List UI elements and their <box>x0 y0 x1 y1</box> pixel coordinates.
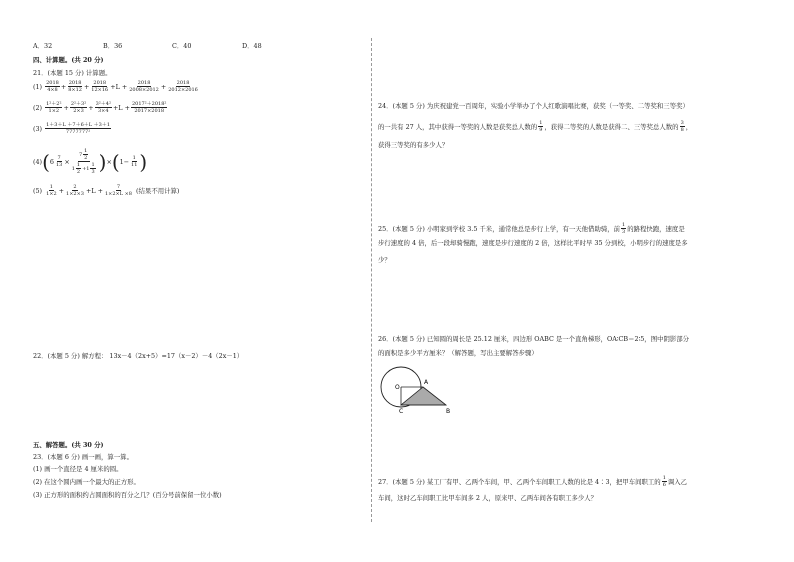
fraction: $\frac{7}{1\times 2\times L \times 8}$ <box>104 184 132 197</box>
ellipsis: +L + <box>110 82 128 91</box>
label-b: B <box>446 408 451 415</box>
q24-line-3: 获得三等奖的有多少人？ <box>378 141 449 149</box>
times-sign: × <box>106 157 112 166</box>
fraction: $\frac{\text{1²＋2²}}{1\times 2}$ <box>46 101 62 114</box>
section-5-title: 五、解答题。(共 30 分) <box>33 441 104 449</box>
ellipsis: +L + <box>112 103 130 112</box>
fraction: $\frac{2018}{12\times 16}$ <box>91 80 109 93</box>
q21-part5: (5) $\frac{1}{1\times 2}$ + $\frac{2}{1\times 2\times 3}$ +L + $\frac{7}{1\times 2\times L \times 8}$ (结果不用计算) <box>33 184 180 197</box>
fraction: $\frac{1}{9}$ <box>539 120 543 133</box>
q23-stem: 23．(本题 6 分) 画一画，算一算。 <box>33 453 133 461</box>
q23-step-2: (2) 在这个圆内画一个最大的正方形。 <box>33 478 140 486</box>
note: (结果不用计算) <box>136 186 180 195</box>
left-paren: ( <box>42 149 50 174</box>
label-c: C <box>399 408 404 415</box>
q26-line-2: 的面积是多少平方厘米？（解答题，写出主要解答步骤） <box>378 349 538 357</box>
text-run: ， <box>685 122 693 131</box>
text-run: 27．(本题 5 分) 某工厂有甲、乙两个车间，甲、乙两个车间职工人数的比是 4∶3，把甲车间职工的 <box>378 477 661 486</box>
q21-part2: (2) $\frac{\text{1²＋2²}}{1\times 2}$ + $\frac{\text{2²＋3²}}{2\times 3}$ + $\frac{\text{3²＋4²}}{3\times 4}$ +L + $\frac{\text{2017²＋2018²}}{2017\times 2018}$ <box>33 101 167 114</box>
fraction: $\frac{1+3+L +7+6+L +3+1}{\text{7777777²}}$ <box>46 122 111 135</box>
q23-step-1: (1) 画一个直径是 4 厘米的圆。 <box>33 465 123 473</box>
fraction: $\frac{1}{3}$ <box>622 222 626 235</box>
fraction: $\frac{3}{8}$ <box>680 120 684 133</box>
fraction: $\frac{\text{3²＋4²}}{3\times 4}$ <box>95 101 111 114</box>
q21-part3 <box>33 122 112 135</box>
text-run: 的路程快跑，速度是 <box>627 224 685 233</box>
part-number: (3) <box>33 124 43 133</box>
fraction: $\frac{2}{1\times 2\times 3}$ <box>66 184 84 197</box>
times-sign: × <box>64 157 70 166</box>
right-paren: ) <box>98 149 107 174</box>
q26-line-1: 26．(本题 5 分) 已知圆的周长是 25.12 厘米，四边形 OABC 是一个直角梯形，OA∶CB＝2∶5，图中阴影部分 <box>378 335 690 343</box>
section-4-title: 四、计算题。(共 20 分) <box>33 56 104 64</box>
left-paren: ( <box>111 149 120 174</box>
text-run: ，获得二等奖的人数是获得二、三等奖总人数的 <box>544 122 679 131</box>
fraction: $\frac{1}{1\times 2}$ <box>46 184 57 197</box>
fraction: $\frac{\text{2017²＋2018²}}{2017\times 2018}$ <box>131 101 167 114</box>
column-divider <box>371 38 372 522</box>
fraction: $\frac{2018}{8\times 12}$ <box>68 80 82 93</box>
shaded-region <box>401 387 446 405</box>
fraction: $\frac{7}{13}$ <box>55 155 63 168</box>
fraction: $\frac{1}{11}$ <box>131 155 138 168</box>
part-number: (2) <box>33 103 43 112</box>
fraction: $\frac{2018}{4\times 8}$ <box>46 80 59 93</box>
ellipsis: +L + <box>85 186 103 195</box>
fraction: $\frac{2018}{2008\times 2012}$ <box>129 80 159 93</box>
q22-text: 22．(本题 5 分) 解方程： 13x－4（2x+5）=17（x－2）－4（2x－1） <box>33 352 244 360</box>
fraction: $\frac{1}{6}$ <box>662 475 666 488</box>
q24-line-2 <box>378 120 692 133</box>
q21-stem: 21．(本题 15 分) 计算题。 <box>33 69 112 77</box>
text-run: 25．(本题 5 分) 小明家到学校 3.5 千米，通常他总是步行上学，有一天他借助骑，前 <box>378 224 621 233</box>
q23-step-3: (3) 正方形的面积约占圆面积的百分之几？(百分号前保留一位小数) <box>33 491 222 499</box>
complex-fraction: 7 $\frac{1}{2}$ 1 $\frac{1}{2}$ +1 $\frac{1}{3}$ <box>71 148 95 175</box>
part-number: (1) <box>33 82 43 91</box>
text-run: 的一共有 27 人，其中获得一等奖的人数是获奖总人数的 <box>378 122 538 131</box>
choice-a: A．32 <box>33 42 53 50</box>
q21-part4 <box>33 148 147 175</box>
right-paren: ) <box>139 149 148 174</box>
text-run: 调入乙 <box>667 477 688 486</box>
q25-line-2: 步行速度的 4 倍，后一段却骑慢跑，速度是步行速度的 2 倍，这样比平时早 35 分到校，小明步行的速度是多 <box>378 239 688 247</box>
part-number: (5) <box>33 186 43 195</box>
q25-line-1 <box>378 222 685 235</box>
whole-number: 6 <box>49 157 54 166</box>
fraction: $\frac{\text{2²＋3²}}{2\times 3}$ <box>70 101 87 114</box>
fraction: $\frac{2018}{2012\times 2016}$ <box>168 80 198 93</box>
minus-term: 1− <box>119 157 130 166</box>
q27-line-1 <box>378 475 687 488</box>
q25-line-3: 少？ <box>378 256 391 264</box>
choice-b: B．36 <box>103 42 123 50</box>
label-o: O <box>395 384 400 391</box>
choice-d: D．48 <box>242 42 262 50</box>
label-a: A <box>424 379 429 386</box>
q26-figure <box>376 365 461 415</box>
choice-c: C．40 <box>172 42 192 50</box>
q27-line-2: 车间，这时乙车间职工比甲车间多 2 人，原来甲、乙两车间各有职工多少人？ <box>378 494 598 502</box>
part-number: (4) <box>33 157 43 166</box>
q21-part1: (1) $\frac{2018}{4\times 8}$ + $\frac{2018}{8\times 12}$ + $\frac{2018}{12\times 16}$ +L + $\frac{2018}{2008\times 2012}$ + $\frac{2018}{2012\times 2016}$ <box>33 80 198 93</box>
q24-line-1: 24．(本题 5 分) 为庆祝建党一百周年，实验小学举办了个人红歌演唱比赛，获奖（一等奖、二等奖和三等奖） <box>378 102 689 110</box>
